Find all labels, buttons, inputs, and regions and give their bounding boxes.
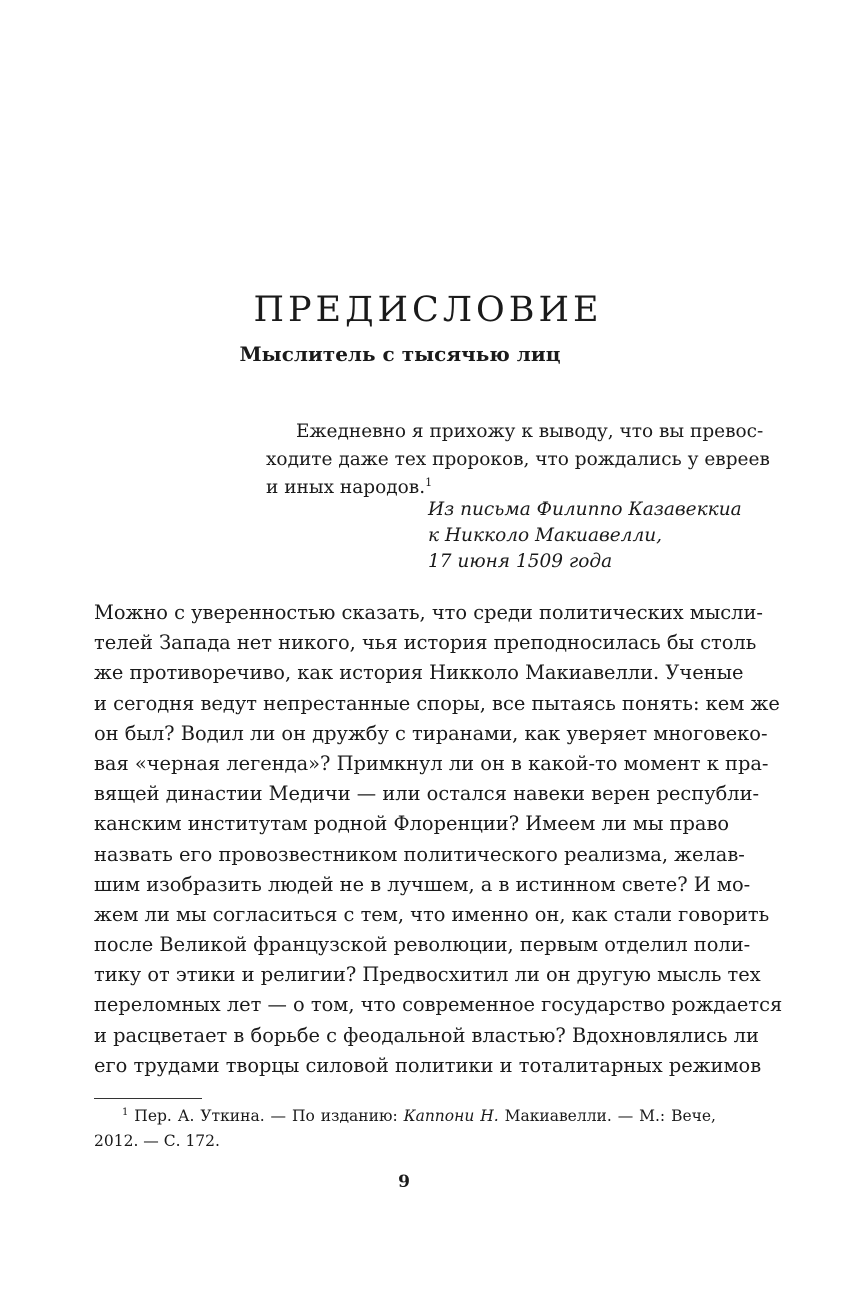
footnote — [94, 1104, 716, 1154]
body-line: и расцветает в борьбе с феодальной властью? Вдохновлялись ли — [94, 1023, 759, 1047]
body-line: Можно с уверенностью сказать, что среди политических мысли- — [94, 601, 763, 624]
page-number: 9 — [398, 1172, 410, 1192]
footnote-text: Пер. А. Уткина. — По изданию: — [134, 1107, 404, 1125]
body-line: переломных лет — о том, что современное государство рождается — [94, 993, 783, 1017]
epigraph-line: Ежедневно я прихожу к выводу, что вы превос- — [296, 421, 764, 442]
attribution-line: Из письма Филиппо Казавеккиа — [428, 499, 742, 520]
footnote-divider — [94, 1098, 202, 1099]
body-line: его трудами творцы силовой политики и тоталитарных режимов — [94, 1053, 762, 1077]
epigraph-attribution — [428, 497, 742, 575]
footnote-reference[interactable]: 1 — [425, 475, 433, 489]
body-line: вая «черная легенда»? Примкнул ли он в какой-то момент к пра- — [94, 751, 769, 775]
body-line: и сегодня ведут непрестанные споры, все пытаясь понять: кем же — [94, 691, 780, 715]
body-line: после Великой французской революции, первым отделил поли- — [94, 933, 751, 957]
footnote-number: 1 — [122, 1106, 129, 1118]
body-line: назвать его провозвестником политического реализма, желав- — [94, 842, 745, 866]
body-line: он был? Водил ли он дружбу с тиранами, как уверяет многовеко- — [94, 721, 768, 745]
body-line: тику от этики и религии? Предвосхитил ли он другую мысль тех — [94, 963, 761, 987]
body-line: вящей династии Медичи — или остался навеки верен республи- — [94, 782, 760, 806]
footnote-author: Каппони Н. — [403, 1107, 499, 1125]
epigraph-line-text: и иных народов. — [266, 477, 426, 498]
epigraph — [266, 418, 770, 502]
chapter-title: ПРЕДИСЛОВИЕ — [253, 290, 603, 330]
body-line: жем ли мы согласиться с тем, что именно он, как стали говорить — [94, 902, 770, 926]
body-line: шим изобразить людей не в лучшем, а в истинном свете? И мо- — [94, 872, 751, 896]
chapter-subtitle: Мыслитель с тысячью лиц — [239, 342, 561, 366]
attribution-line: 17 июня 1509 года — [428, 551, 613, 572]
body-line: же противоречиво, как история Никколо Макиавелли. Ученые — [94, 661, 744, 685]
attribution-line: к Никколо Макиавелли, — [428, 525, 663, 546]
footnote-line: 2012. — С. 172. — [94, 1132, 220, 1150]
body-line: канским институтам родной Флоренции? Имеем ли мы право — [94, 812, 730, 836]
body-line: телей Запада нет никого, чья история преподносилась бы столь — [94, 631, 757, 655]
footnote-text: Макиавелли. — М.: Вече, — [498, 1107, 716, 1125]
body-paragraph — [94, 598, 783, 1081]
footnote-line — [94, 1104, 716, 1129]
epigraph-line: ходите даже тех пророков, что рождались у евреев — [266, 449, 770, 470]
